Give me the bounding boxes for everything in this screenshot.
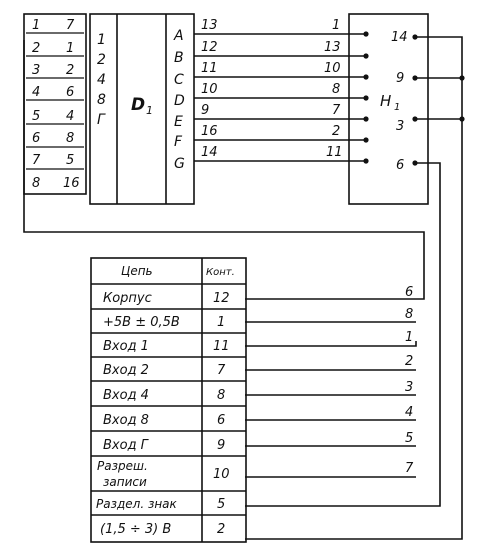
table-header-circuit: Цепь bbox=[121, 264, 153, 278]
right-pin-num: 6 bbox=[66, 85, 75, 100]
h1-subscript: 1 bbox=[394, 102, 401, 113]
h1-pin-label: 14 bbox=[391, 30, 408, 45]
table-cell-circuit: Разреш. bbox=[97, 459, 148, 473]
table-cell-contact: 12 bbox=[213, 291, 230, 306]
h1-pin-label: 3 bbox=[396, 119, 405, 134]
left-pin-num: 4 bbox=[32, 85, 41, 100]
table-cell-contact: 10 bbox=[213, 467, 230, 482]
d1-pin-num: 14 bbox=[201, 145, 218, 160]
table-cell-circuit-line2: записи bbox=[103, 475, 147, 489]
right-pin-num: 16 bbox=[63, 176, 80, 191]
h1-pin-num: 8 bbox=[332, 82, 341, 97]
d1-input-label: 4 bbox=[97, 72, 106, 88]
d1-h1-wires bbox=[194, 18, 369, 164]
left-pin-num: 6 bbox=[32, 131, 41, 146]
bus-label: 3 bbox=[405, 380, 414, 395]
chip-d1 bbox=[90, 14, 194, 204]
h1-pin-label: 6 bbox=[396, 158, 405, 173]
left-pin-num: 3 bbox=[32, 63, 41, 78]
d1-subscript: 1 bbox=[146, 104, 153, 117]
left-pin-num: 8 bbox=[32, 176, 41, 191]
right-pin-num: 4 bbox=[66, 109, 75, 124]
d1-title: D bbox=[131, 95, 146, 115]
table-cell-contact: 11 bbox=[213, 339, 230, 354]
bus-label: 2 bbox=[405, 354, 414, 369]
right-pin-num: 2 bbox=[66, 63, 75, 78]
right-pin-num: 7 bbox=[66, 18, 75, 33]
right-pin-num: 8 bbox=[66, 131, 75, 146]
connection-table bbox=[91, 258, 246, 542]
h1-pin-num: 2 bbox=[332, 124, 341, 139]
d1-output-label: F bbox=[174, 134, 183, 150]
h1-pin-num: 11 bbox=[326, 145, 343, 160]
table-cell-circuit: Вход 2 bbox=[103, 363, 149, 378]
d1-output-label: B bbox=[174, 50, 184, 66]
left-pin-num: 2 bbox=[32, 41, 41, 56]
d1-output-label: D bbox=[174, 93, 185, 109]
h1-pin-num: 10 bbox=[324, 61, 341, 76]
chip-h1 bbox=[349, 14, 428, 204]
d1-input-label: 8 bbox=[97, 92, 106, 108]
bus-label: 7 bbox=[405, 461, 414, 476]
left-connector bbox=[24, 14, 86, 194]
h1-right-wires bbox=[245, 37, 465, 539]
table-bus-wires bbox=[245, 285, 416, 477]
table-cell-contact: 9 bbox=[217, 438, 226, 453]
table-cell-circuit: Корпус bbox=[103, 291, 152, 306]
bus-label: 1 bbox=[405, 330, 414, 345]
left-pin-num: 1 bbox=[32, 18, 41, 33]
table-cell-circuit: Вход 4 bbox=[103, 388, 149, 403]
table-cell-circuit: Вход 1 bbox=[103, 339, 149, 354]
table-cell-contact: 8 bbox=[217, 388, 226, 403]
table-cell-contact: 5 bbox=[217, 497, 226, 512]
table-cell-circuit: Раздел. знак bbox=[96, 497, 177, 511]
d1-input-label: 1 bbox=[97, 32, 106, 48]
d1-pin-num: 12 bbox=[201, 40, 218, 55]
d1-output-label: C bbox=[174, 72, 184, 88]
h1-pin-num: 1 bbox=[332, 18, 341, 33]
bus-label: 6 bbox=[405, 285, 414, 300]
left-pin-num: 7 bbox=[32, 153, 41, 168]
bus-label: 5 bbox=[405, 431, 414, 446]
d1-input-label: 2 bbox=[97, 52, 106, 68]
table-cell-contact: 6 bbox=[217, 413, 226, 428]
h1-pin-label: 9 bbox=[396, 71, 405, 86]
table-cell-circuit: Вход 8 bbox=[103, 413, 149, 428]
d1-pin-num: 13 bbox=[201, 18, 218, 33]
d1-output-label: A bbox=[174, 28, 184, 44]
table-header-contact: Конт. bbox=[206, 267, 235, 278]
bus-label: 4 bbox=[405, 405, 414, 420]
right-pin-num: 5 bbox=[66, 153, 75, 168]
d1-pin-num: 9 bbox=[201, 103, 210, 118]
table-cell-contact: 1 bbox=[217, 315, 226, 330]
table-cell-circuit: (1,5 ÷ 3) В bbox=[100, 522, 172, 537]
d1-output-label: G bbox=[174, 156, 185, 172]
table-cell-contact: 2 bbox=[217, 522, 226, 537]
table-cell-circuit: Вход Г bbox=[103, 438, 148, 453]
d1-pin-num: 16 bbox=[201, 124, 218, 139]
bus-label: 8 bbox=[405, 307, 414, 322]
right-pin-num: 1 bbox=[66, 41, 75, 56]
d1-pin-num: 10 bbox=[201, 82, 218, 97]
h1-pin-num: 13 bbox=[324, 40, 341, 55]
table-cell-contact: 7 bbox=[217, 363, 226, 378]
table-cell-circuit: +5В ± 0,5В bbox=[103, 315, 180, 330]
d1-input-label: Г bbox=[97, 112, 105, 128]
h1-title: H bbox=[380, 92, 392, 110]
h1-pin-num: 7 bbox=[332, 103, 341, 118]
d1-output-label: E bbox=[174, 114, 183, 130]
d1-pin-num: 11 bbox=[201, 61, 218, 76]
left-pin-num: 5 bbox=[32, 109, 41, 124]
